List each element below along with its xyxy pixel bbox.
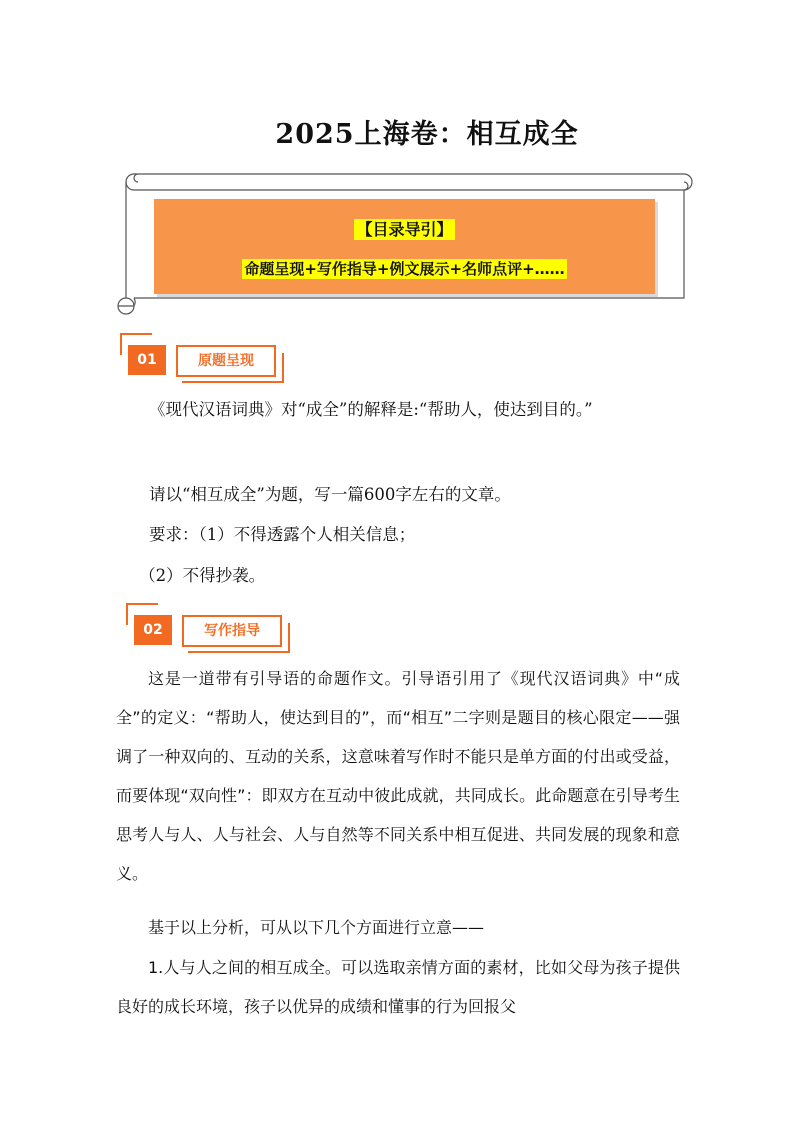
section-number: 01 bbox=[128, 345, 166, 375]
section-header-guide bbox=[126, 603, 296, 653]
prompt-paragraph: 请以“相互成全”为题，写一篇600字左右的文章。 bbox=[149, 485, 511, 504]
guide-paragraph: 1.人与人之间的相互成全。可以选取亲情方面的素材，比如父母为孩子提供良好的成长环境，孩子以优异的成绩和懂事的行为回报父 bbox=[116, 958, 680, 1016]
guide-paragraph: 基于以上分析，可从以下几个方面进行立意—— bbox=[148, 918, 485, 937]
prompt-paragraph: 《现代汉语词典》对“成全”的解释是:“帮助人，使达到目的。” bbox=[149, 400, 593, 419]
toc-title: 【目录导引】 bbox=[356, 220, 453, 239]
section-label: 写作指导 bbox=[182, 615, 282, 647]
section-number: 02 bbox=[134, 615, 172, 645]
section-header-original bbox=[120, 333, 290, 383]
toc-items: 命题呈现+写作指导+例文展示+名师点评+…… bbox=[244, 260, 565, 278]
prompt-requirement: （2）不得抄袭。 bbox=[139, 566, 266, 585]
section-label: 原题呈现 bbox=[176, 345, 276, 377]
page-title: 2025上海卷：相互成全 bbox=[275, 119, 579, 150]
prompt-requirement: 要求：（1）不得透露个人相关信息； bbox=[149, 525, 416, 544]
guide-paragraph: 这是一道带有引导语的命题作文。引导语引用了《现代汉语词典》中“成全”的定义：“帮助人，使达到目的”，而“相互”二字则是题目的核心限定——强调了一种双向的、互动的关系，这意味着写作时不能只是单方面的付出或受益，而要体现“双向性”：即双方在互动中彼此成就，共同成长。此命题意在引导考生思考人与人、人与社会、人与自然等不同关系中相互促进、共同发展的现象和意义。 bbox=[116, 669, 680, 883]
toc-box bbox=[154, 199, 655, 294]
